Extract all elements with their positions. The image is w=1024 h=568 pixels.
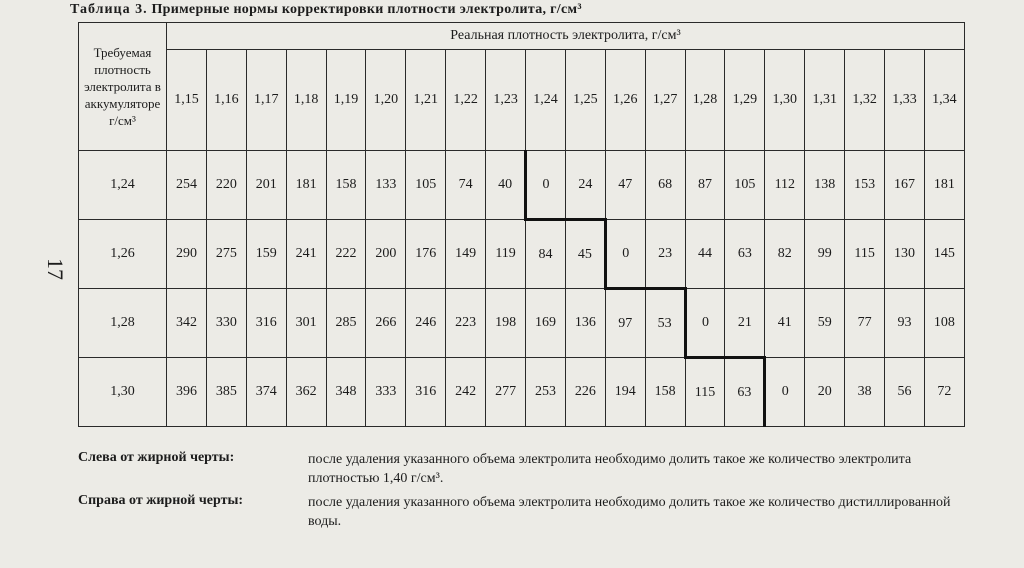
table-cell: 41 <box>765 289 805 358</box>
table-cell: 277 <box>486 358 526 427</box>
table-cell: 246 <box>406 289 446 358</box>
column-header-cell: 1,23 <box>486 50 526 151</box>
column-header-cell: 1,29 <box>725 50 765 151</box>
table-cell: 99 <box>805 220 845 289</box>
table-cell: 266 <box>366 289 406 358</box>
table-cell: 223 <box>446 289 486 358</box>
table-cell: 45 <box>565 220 605 289</box>
table-cell: 59 <box>805 289 845 358</box>
table-cell: 138 <box>805 151 845 220</box>
column-header-cell: 1,21 <box>406 50 446 151</box>
table-cell: 241 <box>286 220 326 289</box>
table-row <box>79 358 965 427</box>
table-cell: 158 <box>645 358 685 427</box>
column-header-cell: 1,15 <box>167 50 207 151</box>
table-cell: 82 <box>765 220 805 289</box>
col-header: Реальная плотность электролита, г/см³ <box>167 23 965 50</box>
table-cell: 275 <box>206 220 246 289</box>
column-header-cell: 1,27 <box>645 50 685 151</box>
table-cell: 136 <box>565 289 605 358</box>
notes <box>78 450 978 536</box>
column-header-cell: 1,20 <box>366 50 406 151</box>
table-cell: 20 <box>805 358 845 427</box>
table-cell: 23 <box>645 220 685 289</box>
table-cell: 316 <box>246 289 286 358</box>
row-label: 1,28 <box>79 289 167 358</box>
table-cell: 176 <box>406 220 446 289</box>
table-cell: 348 <box>326 358 366 427</box>
table-cell: 330 <box>206 289 246 358</box>
row-label: 1,30 <box>79 358 167 427</box>
table-cell: 130 <box>885 220 925 289</box>
table-cell: 220 <box>206 151 246 220</box>
table-cell: 84 <box>526 220 566 289</box>
column-header-cell: 1,16 <box>206 50 246 151</box>
table-cell: 222 <box>326 220 366 289</box>
table-cell: 362 <box>286 358 326 427</box>
table-cell: 198 <box>486 289 526 358</box>
table-caption <box>70 2 582 18</box>
table-cell: 167 <box>885 151 925 220</box>
table-row <box>79 151 965 220</box>
note-right <box>78 493 978 531</box>
caption-text: Примерные нормы корректировки плотности электролита, г/см³ <box>151 2 582 17</box>
table-row <box>79 289 965 358</box>
table-cell: 44 <box>685 220 725 289</box>
table-cell: 115 <box>685 358 725 427</box>
column-header-cell: 1,33 <box>885 50 925 151</box>
table-cell: 63 <box>725 358 765 427</box>
table-cell: 201 <box>246 151 286 220</box>
table-cell: 56 <box>885 358 925 427</box>
table-cell: 133 <box>366 151 406 220</box>
table-cell: 21 <box>725 289 765 358</box>
table-cell: 149 <box>446 220 486 289</box>
table-cell: 301 <box>286 289 326 358</box>
table-cell: 24 <box>565 151 605 220</box>
table-cell: 226 <box>565 358 605 427</box>
column-values-row <box>79 50 965 151</box>
table-cell: 316 <box>406 358 446 427</box>
table-cell: 254 <box>167 151 207 220</box>
table-body <box>79 151 965 427</box>
table-cell: 119 <box>486 220 526 289</box>
density-correction-table <box>78 22 965 427</box>
table-cell: 253 <box>526 358 566 427</box>
column-header-cell: 1,19 <box>326 50 366 151</box>
row-header: Требуемая плотность электролита в аккумуляторе г/см³ <box>79 23 167 151</box>
table-cell: 194 <box>605 358 645 427</box>
table-cell: 333 <box>366 358 406 427</box>
table-cell: 342 <box>167 289 207 358</box>
column-header-cell: 1,25 <box>565 50 605 151</box>
table-cell: 105 <box>406 151 446 220</box>
table-cell: 169 <box>526 289 566 358</box>
table-cell: 63 <box>725 220 765 289</box>
table-cell: 87 <box>685 151 725 220</box>
note-text: после удаления указанного объема электролита необходимо долить такое же количество дистиллированной воды. <box>308 495 951 529</box>
note-label: Слева от жирной черты: <box>78 450 235 465</box>
table-cell: 40 <box>486 151 526 220</box>
table-cell: 145 <box>924 220 964 289</box>
table-cell: 105 <box>725 151 765 220</box>
table-cell: 115 <box>845 220 885 289</box>
table-cell: 0 <box>765 358 805 427</box>
table-cell: 374 <box>246 358 286 427</box>
table-cell: 0 <box>605 220 645 289</box>
note-label: Справа от жирной черты: <box>78 493 244 508</box>
table-cell: 77 <box>845 289 885 358</box>
table-cell: 108 <box>924 289 964 358</box>
row-label: 1,26 <box>79 220 167 289</box>
table-cell: 53 <box>645 289 685 358</box>
table-cell: 285 <box>326 289 366 358</box>
table-cell: 0 <box>526 151 566 220</box>
table-cell: 242 <box>446 358 486 427</box>
note-left <box>78 450 978 488</box>
page-number: 17 <box>43 258 68 280</box>
table-cell: 158 <box>326 151 366 220</box>
table-cell: 112 <box>765 151 805 220</box>
table-cell: 74 <box>446 151 486 220</box>
table-cell: 153 <box>845 151 885 220</box>
table-cell: 38 <box>845 358 885 427</box>
table-cell: 200 <box>366 220 406 289</box>
table-cell: 72 <box>924 358 964 427</box>
table-cell: 159 <box>246 220 286 289</box>
table-cell: 68 <box>645 151 685 220</box>
column-header-cell: 1,22 <box>446 50 486 151</box>
table-cell: 396 <box>167 358 207 427</box>
column-header-cell: 1,30 <box>765 50 805 151</box>
table-cell: 0 <box>685 289 725 358</box>
table-cell: 47 <box>605 151 645 220</box>
column-header-cell: 1,28 <box>685 50 725 151</box>
column-header-cell: 1,32 <box>845 50 885 151</box>
caption-label: Таблица 3. <box>70 2 148 17</box>
table-cell: 181 <box>924 151 964 220</box>
table-cell: 181 <box>286 151 326 220</box>
row-label: 1,24 <box>79 151 167 220</box>
table-cell: 290 <box>167 220 207 289</box>
column-header-cell: 1,34 <box>924 50 964 151</box>
column-header-cell: 1,31 <box>805 50 845 151</box>
column-header-cell: 1,17 <box>246 50 286 151</box>
column-header-cell: 1,18 <box>286 50 326 151</box>
table-cell: 97 <box>605 289 645 358</box>
table-cell: 93 <box>885 289 925 358</box>
table-cell: 385 <box>206 358 246 427</box>
table-row <box>79 220 965 289</box>
note-text: после удаления указанного объема электролита необходимо долить такое же количество электролита плотностью 1,40 г/см³. <box>308 452 912 486</box>
column-header-cell: 1,26 <box>605 50 645 151</box>
column-header-cell: 1,24 <box>526 50 566 151</box>
